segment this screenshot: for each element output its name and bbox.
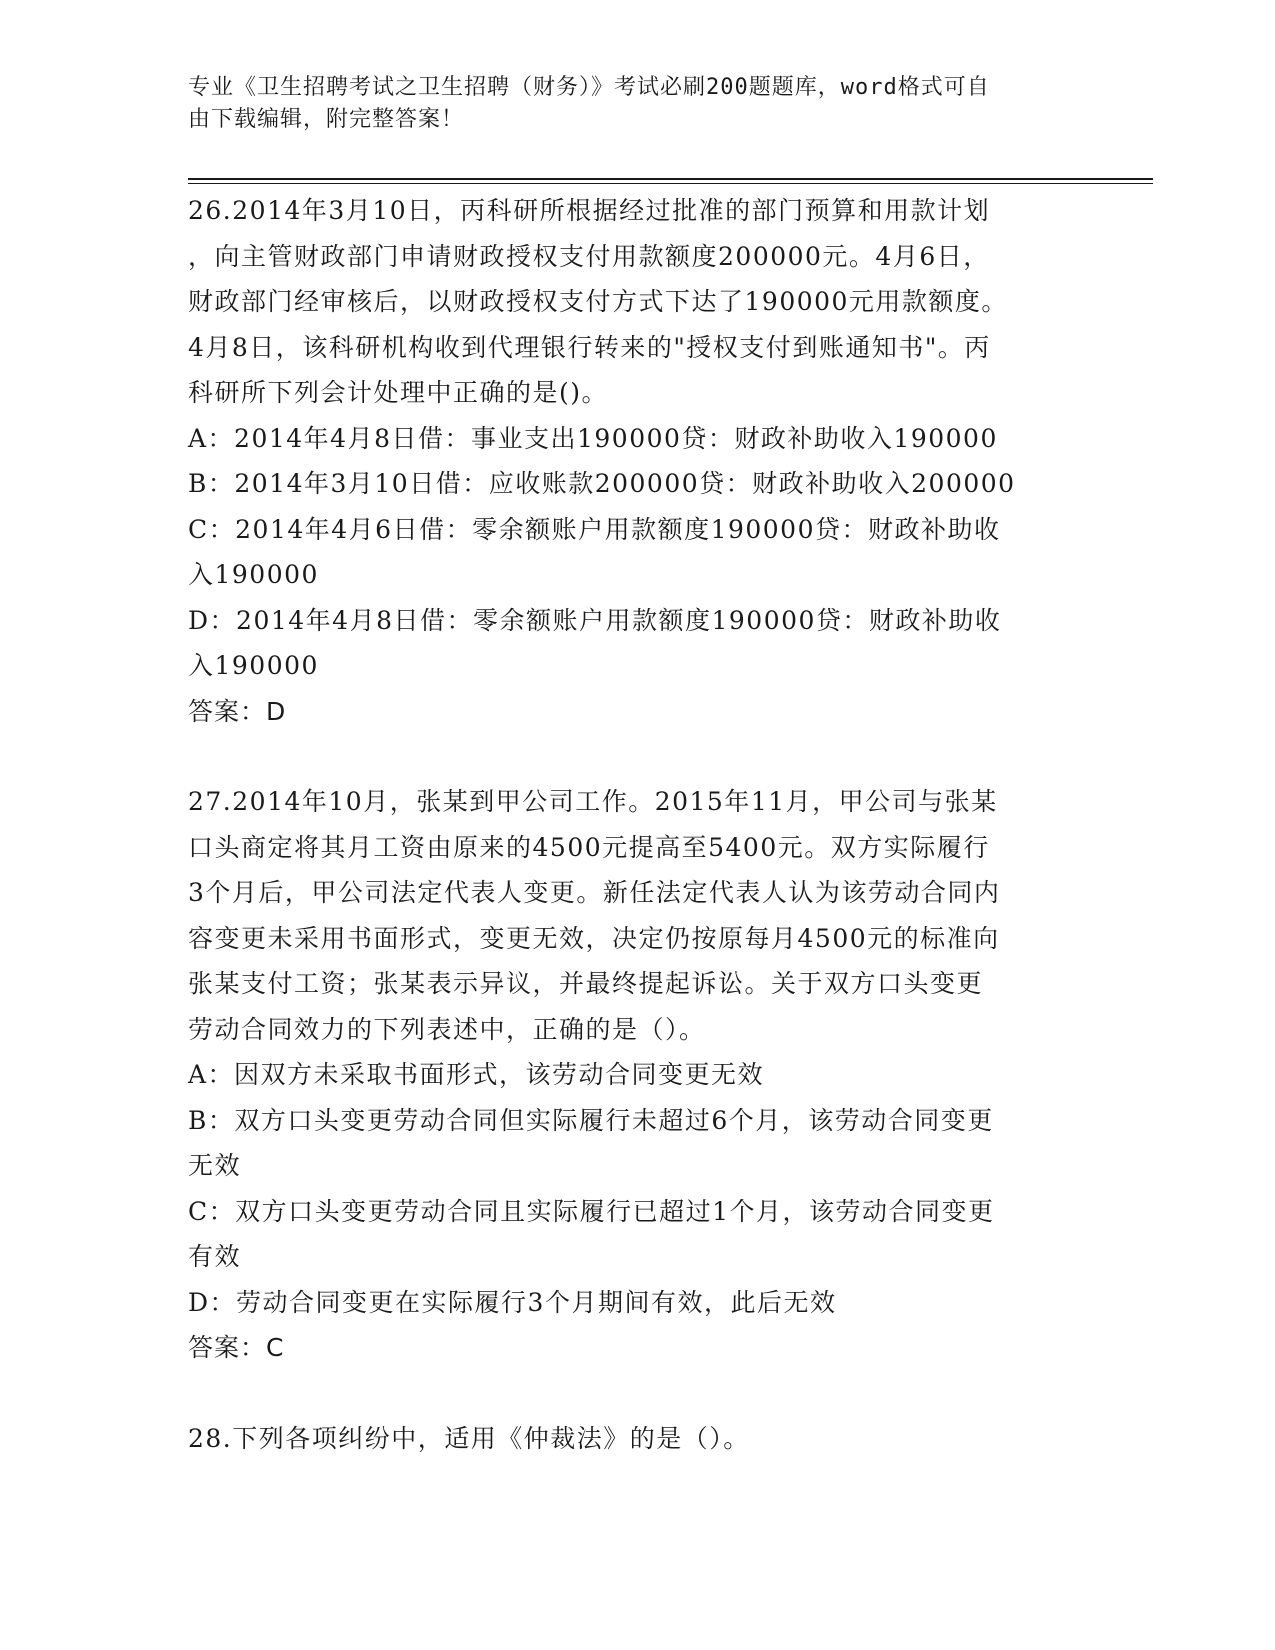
question-27 — [188, 779, 1088, 1371]
option-c-continued: 有效 — [188, 1242, 242, 1271]
question-stem-line: 3个月后，甲公司法定代表人变更。新任法定代表人认为该劳动合同内 — [188, 878, 1001, 907]
header-title-line-1: 专业《卫生招聘考试之卫生招聘（财务）》考试必刷200题题库，word格式可自 — [188, 75, 990, 100]
option-b: B：双方口头变更劳动合同但实际履行未超过6个月，该劳动合同变更 — [188, 1105, 994, 1135]
header-divider-thin — [188, 183, 1153, 184]
option-c-continued: 入190000 — [188, 560, 319, 589]
option-c: C：双方口头变更劳动合同且实际履行已超过1个月，该劳动合同变更 — [188, 1196, 995, 1226]
header-divider-thick — [188, 178, 1153, 180]
question-stem-line: 容变更未采用书面形式，变更无效，决定仍按原每月4500元的标准向 — [188, 923, 1000, 953]
question-stem-line: 劳动合同效力的下列表述中，正确的是（）。 — [188, 1014, 706, 1044]
question-26 — [188, 188, 1088, 734]
question-stem-line: 张某支付工资；张某表示异议，并最终提起诉讼。关于双方口头变更 — [188, 969, 984, 998]
answer-label: 答案：C — [188, 1333, 285, 1362]
document-header — [188, 72, 1078, 136]
document-body — [188, 188, 1088, 1461]
question-spacer — [188, 734, 1088, 779]
question-stem-line: ，向主管财政部门申请财政授权支付用款额度200000元。4月6日， — [188, 241, 990, 271]
option-b-continued: 无效 — [188, 1151, 242, 1180]
option-a: A：2014年4月8日借：事业支出190000贷：财政补助收入190000 — [188, 423, 998, 453]
option-d-continued: 入190000 — [188, 651, 319, 680]
question-stem-line: 27.2014年10月，张某到甲公司工作。2015年11月，甲公司与张某 — [188, 787, 998, 816]
question-stem-line: 26.2014年3月10日，丙科研所根据经过批准的部门预算和用款计划 — [188, 196, 991, 225]
option-d: D：劳动合同变更在实际履行3个月期间有效，此后无效 — [188, 1287, 837, 1317]
question-stem-line: 口头商定将其月工资由原来的4500元提高至5400元。双方实际履行 — [188, 832, 990, 862]
question-stem-line: 4月8日，该科研机构收到代理银行转来的"授权支付到账通知书"。丙 — [188, 332, 991, 362]
question-spacer — [188, 1371, 1088, 1416]
option-d: D：2014年4月8日借：零余额账户用款额度190000贷：财政补助收 — [188, 605, 1002, 635]
option-c: C：2014年4月6日借：零余额账户用款额度190000贷：财政补助收 — [188, 514, 1001, 544]
question-28 — [188, 1416, 1088, 1462]
option-b: B：2014年3月10日借：应收账款200000贷：财政补助收入200000 — [188, 469, 1016, 498]
question-stem-line: 28.下列各项纠纷中，适用《仲裁法》的是（）。 — [188, 1423, 750, 1453]
header-title-line-2: 由下载编辑，附完整答案！ — [188, 107, 465, 132]
option-a: A：因双方未采取书面形式，该劳动合同变更无效 — [188, 1060, 765, 1089]
answer-label: 答案：D — [188, 696, 287, 726]
question-stem-line: 财政部门经审核后，以财政授权支付方式下达了190000元用款额度。 — [188, 287, 1008, 316]
question-stem-line: 科研所下列会计处理中正确的是()。 — [188, 378, 609, 407]
